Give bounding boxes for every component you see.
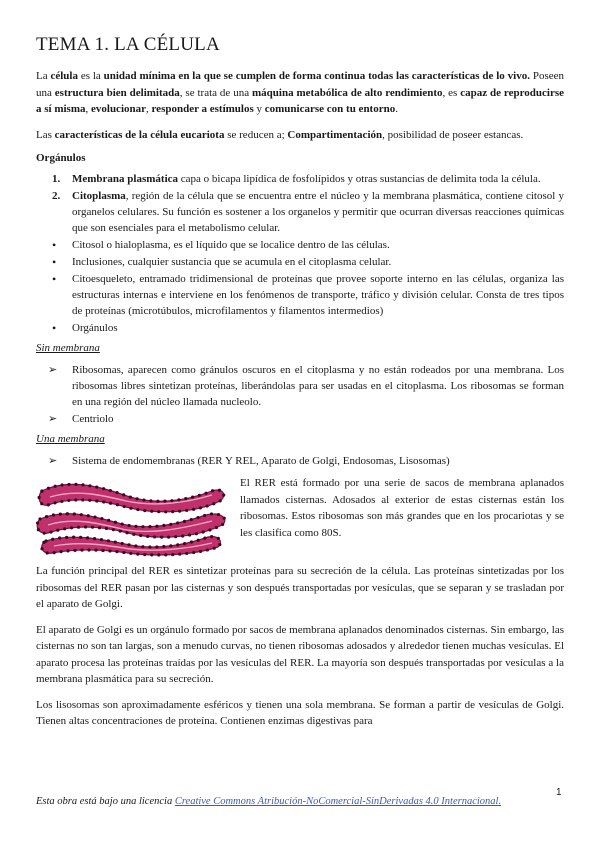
ribosome-dot [177, 498, 180, 501]
ribosome-dot [143, 553, 146, 556]
ribosome-dot [155, 545, 158, 548]
ribosome-dot [100, 538, 103, 541]
organulos-heading: Orgánulos [36, 152, 86, 164]
ribosome-dot [190, 518, 193, 521]
ribosome-dot [132, 533, 135, 536]
ribosome-dot [95, 499, 98, 502]
ribosome-dot [192, 551, 195, 554]
ribosome-dot [107, 539, 110, 542]
ribosome-dot [108, 549, 111, 552]
ribosome-dot [45, 515, 48, 518]
ribosome-dot [150, 553, 153, 556]
ribosome-dot [221, 523, 224, 526]
ribosome-dot [210, 512, 213, 515]
ribosome-dot [53, 551, 56, 554]
ribosome-dot [169, 544, 172, 547]
ribosome-dot [162, 524, 165, 527]
ribosome-dot [157, 510, 160, 513]
ribosome-dot [91, 526, 94, 529]
rer-illustration [36, 475, 234, 557]
document-title: TEMA 1. LA CÉLULA [36, 34, 220, 55]
ribosome-dot [88, 484, 91, 487]
ribosome-dot [164, 510, 167, 513]
ribosome-dot [203, 514, 206, 517]
ribosome-dot [37, 528, 40, 531]
ribosome-dot [86, 536, 89, 539]
ribosome-dot [183, 542, 186, 545]
ribosome-dot [54, 485, 57, 488]
ribosome-dot [100, 517, 103, 520]
ribosome-dot [81, 498, 84, 501]
ribosome-dot [188, 533, 191, 536]
ribosome-dot [164, 553, 167, 556]
rer-function-paragraph: La función principal del RER es sintetizar proteínas para su secreción de la célula. Las proteínas sintetizadas por los ribosomas del RER pasan por las cisternas y son después transportadas por vesículas, que se separan y se trasladan por el aparato de Golgi. [36, 565, 564, 610]
una-membrana-list [36, 453, 564, 469]
ribosome-dot [109, 489, 112, 492]
list-item: • Citosol o hialoplasma, es el líquido que se localice dentro de las células. [52, 238, 390, 252]
ribosome-dot [141, 525, 144, 528]
ribosome-dot [178, 510, 181, 513]
ribosome-dot [72, 536, 75, 539]
ribosome-dot [184, 497, 187, 500]
ribosome-dot [67, 499, 70, 502]
ribosome-dot [162, 545, 165, 548]
ribosome-dot [134, 525, 137, 528]
rer-section [36, 475, 564, 557]
list-item: • Orgánulos [52, 321, 118, 335]
golgi-paragraph: El aparato de Golgi es un orgánulo formado por sacos de membrana aplanados denominados cisternas. Sin embargo, las cisternas no son tan largas, son a menudo curvas, no tienen ribosomas adosados y alrededor tienen muchas vesículas. El aparato procesa las proteínas traídas por las vesículas del RER. La mayoría son después transportadas por vesículas a la membrana plasmática para su secreción. [36, 623, 564, 685]
ribosome-dot [52, 513, 55, 516]
ribosome-dot [79, 536, 82, 539]
ribosome-dot [148, 545, 151, 548]
ribosome-dot [40, 547, 43, 550]
ribosome-dot [60, 483, 63, 486]
ribosome-dot [156, 500, 159, 503]
ribosome-dot [215, 526, 218, 529]
intro-paragraph: La célula es la unidad mínima en la que se cumplen de forma continua todas las características de lo vivo. Poseen una estructura bien delimitada, se trata de una máquina metabólica de alto rendimiento, es capaz de reproducirse a sí misma, evolucionar, responder a estímulos y comunicarse con tu entorno. [36, 70, 565, 115]
ribosome-dot [102, 500, 105, 503]
sin-membrana-list [36, 362, 564, 427]
ribosome-dot [127, 543, 130, 546]
ribosome-dot [42, 541, 45, 544]
ribosome-dot [80, 548, 83, 551]
ribosome-dot [80, 513, 83, 516]
ribosome-dot [185, 509, 188, 512]
ribosome-dot [74, 498, 77, 501]
ribosome-dot [112, 528, 115, 531]
ribosome-dot [167, 535, 170, 538]
ribosome-dot [102, 487, 105, 490]
ribosome-dot [56, 529, 59, 532]
ribosome-dot [160, 536, 163, 539]
ribosome-dot [114, 540, 117, 543]
ribosome-dot [199, 550, 202, 553]
ribosome-dot [199, 506, 202, 509]
ribosome-dot [171, 553, 174, 556]
ribosome-dot [125, 531, 128, 534]
ribosome-dot [47, 503, 50, 506]
ribosome-dot [149, 499, 152, 502]
ribosome-dot [107, 519, 110, 522]
ribosome-dot [197, 539, 200, 542]
ribosome-dot [217, 513, 220, 516]
ribosome-dot [129, 552, 132, 555]
ribosome-dot [123, 505, 126, 508]
ribosome-dot [176, 543, 179, 546]
ribosome-dot [105, 527, 108, 530]
ribosome-dot [66, 549, 69, 552]
ribosome-dot [115, 491, 118, 494]
list-item: ➢ Ribosomas, aparecen como gránulos oscuros en el citoplasma y no están rodeados por una membrana. Los ribosomas libres sintetizan proteínas, liberándolas para ser usadas en el citoplasma. Los ribosomas se forman en una región del núcleo llamada nucleolo. [48, 364, 564, 408]
list-item: ➢ Sistema de endomembranas (RER Y REL, Aparato de Golgi, Endosomas, Lisosomas) [48, 455, 450, 467]
ribosome-dot [122, 493, 125, 496]
ribosome-dot [150, 510, 153, 513]
ribosome-dot [141, 545, 144, 548]
list-item: 1. Membrana plasmática capa o bicapa lipídica de fosfolípidos y otras sustancias de delimita toda la célula. [52, 173, 541, 185]
ribosome-dot [202, 530, 205, 533]
ribosome-dot [217, 537, 220, 540]
ribosome-dot [198, 494, 201, 497]
ribosome-dot [176, 521, 179, 524]
ribosome-dot [58, 536, 61, 539]
ribosome-dot [206, 548, 209, 551]
ribosome-dot [210, 535, 213, 538]
ribosome-dot [223, 517, 226, 520]
ribosome-dot [121, 542, 124, 545]
ribosome-dot [157, 553, 160, 556]
ribosome-dot [211, 489, 214, 492]
ribosome-dot [146, 535, 149, 538]
ribosome-dot [174, 535, 177, 538]
ribosome-dot [129, 507, 132, 510]
ribosome-dot [203, 536, 206, 539]
ribosome-dot [212, 502, 215, 505]
ribosome-dot [155, 525, 158, 528]
ribosome-dot [47, 487, 50, 490]
ribosome-dot [169, 523, 172, 526]
list-item: 2. Citoplasma, región de la célula que se encuentra entre el núcleo y la membrana plasmática, contiene citosol y organelos celulares. Su función es sostener a los organelos y permitir que ocurran diversas reacciones químicas que son esenciales para el metabolismo celular. [52, 190, 564, 234]
ribosome-dot [171, 510, 174, 513]
ribosome-dot [191, 496, 194, 499]
ribosome-dot [49, 530, 52, 533]
bullet-list [36, 237, 564, 336]
page-number: 1 [556, 787, 562, 798]
ribosome-dot [46, 551, 49, 554]
ribosome-dot [185, 552, 188, 555]
ribosome-dot [101, 549, 104, 552]
ribosome-dot [66, 512, 69, 515]
ribosome-dot [222, 494, 225, 497]
ribosome-dot [142, 498, 145, 501]
ribosome-dot [190, 540, 193, 543]
license-link[interactable]: Creative Commons Atribución-NoComercial-SinDerivadas 4.0 Internacional. [174, 796, 502, 807]
ribosome-dot [87, 548, 90, 551]
ribosome-dot [77, 526, 80, 529]
numbered-list [36, 171, 564, 236]
ribosome-dot [139, 534, 142, 537]
ribosome-dot [53, 501, 56, 504]
ribosome-dot [98, 526, 101, 529]
ribosome-dot [129, 495, 132, 498]
ribosome-dot [192, 508, 195, 511]
ribosome-dot [122, 551, 125, 554]
list-item: ➢ Centriolo [48, 413, 114, 425]
ribosome-dot [178, 553, 181, 556]
ribosome-dot [84, 525, 87, 528]
ribosome-dot [119, 529, 122, 532]
ribosome-dot [218, 489, 221, 492]
ribosome-dot [213, 547, 216, 550]
ribosome-dot [36, 521, 39, 524]
ribosome-dot [59, 550, 62, 553]
ribosome-dot [143, 509, 146, 512]
ribosome-dot [136, 508, 139, 511]
lisosomas-paragraph: Los lisosomas son aproximadamente esféricos y tienen una sola membrana. Se forman a partir de vesículas de Golgi. Tienen altas concentraciones de proteína. Contienen enzimas digestivas para [36, 698, 564, 727]
document-page [36, 34, 564, 739]
ribosome-dot [38, 517, 41, 520]
eukaryote-paragraph: Las características de la célula eucariota se reducen a; Compartimentación, posibilidad de poseer estancas. [36, 128, 524, 141]
sin-membrana-heading: Sin membrana [36, 342, 100, 354]
ribosome-dot [134, 544, 137, 547]
ribosome-dot [114, 521, 117, 524]
ribosome-dot [136, 553, 139, 556]
ribosome-dot [88, 499, 91, 502]
ribosome-dot [87, 514, 90, 517]
ribosome-dot [181, 534, 184, 537]
ribosome-dot [81, 483, 84, 486]
ribosome-dot [153, 535, 156, 538]
ribosome-dot [60, 500, 63, 503]
ribosome-dot [170, 499, 173, 502]
ribosome-dot [218, 543, 221, 546]
ribosome-dot [127, 524, 130, 527]
rer-paragraph: El RER está formado por una serie de sacos de membrana aplanados llamados cisternas. Adosados al exterior de estas cisternas están los ribosomas. Estos ribosomas son más grandes que en los procariotas y se les clasifica como 80S. [240, 477, 564, 539]
ribosome-dot [115, 550, 118, 553]
ribosome-dot [93, 537, 96, 540]
ribosome-dot [59, 512, 62, 515]
ribosome-dot [38, 496, 41, 499]
ribosome-dot [73, 512, 76, 515]
ribosome-dot [74, 483, 77, 486]
ribosome-dot [204, 492, 207, 495]
list-item: • Inclusiones, cualquier sustancia que se acumula en el citoplasma celular. [52, 255, 392, 269]
ribosome-dot [51, 538, 54, 541]
ribosome-dot [67, 483, 70, 486]
ribosome-dot [95, 485, 98, 488]
license-footer: Esta obra está bajo una licencia Creative Commons Atribución-NoComercial-SinDerivadas 4.0 Internacional. [36, 796, 502, 807]
ribosome-dot [70, 526, 73, 529]
ribosome-dot [219, 499, 222, 502]
ribosome-dot [195, 532, 198, 535]
ribosome-dot [196, 516, 199, 519]
ribosome-dot [93, 515, 96, 518]
list-item: • Citoesqueleto, entramado tridimensional de proteínas que provee soporte interno en las células, organiza las estructuras internas e interviene en los fenómenos de transporte, tráfico y división celular. Consta de tres tipos de proteínas (microtúbulos, microfilamentos y filamentos intermedios) [52, 272, 564, 317]
ribosome-dot [208, 528, 211, 531]
ribosome-dot [43, 532, 46, 535]
ribosome-dot [148, 525, 151, 528]
ribosome-dot [94, 549, 97, 552]
ribosome-dot [121, 522, 124, 525]
ribosome-dot [63, 527, 66, 530]
ribosome-dot [65, 536, 68, 539]
una-membrana-heading: Una membrana [36, 433, 105, 445]
ribosome-dot [116, 503, 119, 506]
ribosome-dot [40, 502, 43, 505]
ribosome-dot [163, 500, 166, 503]
ribosome-dot [109, 502, 112, 505]
ribosome-dot [183, 520, 186, 523]
ribosome-dot [136, 497, 139, 500]
ribosome-dot [40, 490, 43, 493]
ribosome-dot [206, 504, 209, 507]
ribosome-dot [73, 549, 76, 552]
